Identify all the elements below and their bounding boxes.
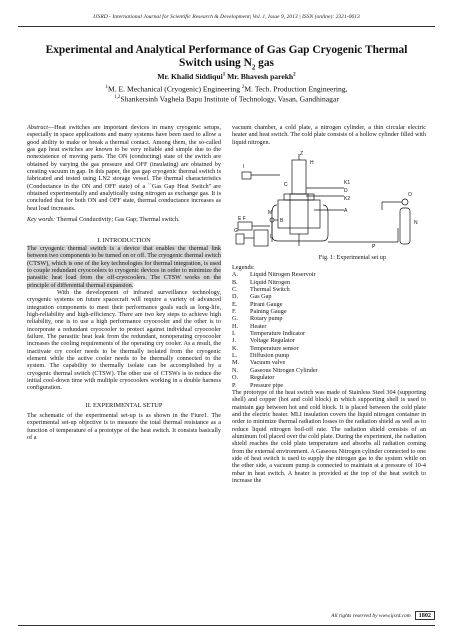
fig-label-k1: K1 <box>344 180 351 186</box>
intro-heading: I. INTRODUCTION <box>97 237 151 245</box>
legend-item <box>232 374 426 381</box>
legend-text: Liquid Nitrogen <box>250 278 291 286</box>
fig-label-i: I <box>243 164 245 170</box>
legend-item <box>232 279 426 286</box>
keywords: Key words: Thermal Conductivity; Gas Gap; Thermal switch. <box>27 216 180 224</box>
abstract: Abstract—Heat switches are important devices in many cryogenic setups, especially in space applications and many systems have been used to allow a good ability to make or break a thermal contact. Among them, the so-called gas gap heat switches are known to be very reliable and simple due to the nonexistence of moving parts. The ON (conducting) state of the switch are obtained by varying the gas pressure and OFF (insulating) are obtained by creating vacuum in gap. In this paper, the gas gap cryogenic thermal switch is fabricated and tested using LN2 storage vessel. The thermal characteristics (Conductance in the ON and OFF state) of a ``Gas Gap Heat Switch'' are obtained experimentally and analytically using nitrogen as exchange gas. It is concluded that for both ON and OFF state, thermal conductance increases as heat load increases. <box>27 124 221 212</box>
legend-key: A. <box>232 271 239 279</box>
legend-text: Voltage Regulator <box>250 337 295 345</box>
setup-paragraph-2: The prototype of the heat switch was made of Stainless Steel 304 (supporting shell) and copper (hot and cold block) in which supporting shell is used to maintain gap between hot and cold block. It is placed between the cold plate and the electric heater. MLI insulation covers the liquid nitrogen container in order to minimize thermal radiation losses to the radiation shield as well as to reduce liquid nitrogen boil-off rate. The radiation shield consists of an aluminum foil placed over the cold plate. During the experiment, the radiation shield reaches the cold plate temperature and absorbs all radiation coming from the external environment. A Gaseous Nitrogen cylinder connected to one side of heat switch is used to supply the nitrogen gas to the system while on the other side, a vacuum pump is connected to maintain at a pressure of 10-4 mbar in heat switch. A heater is provided at the top of the heat switch to increase the <box>232 388 426 484</box>
fig-label-l: L <box>270 234 273 240</box>
legend-item <box>232 323 426 330</box>
legend-text: Pressure pipe <box>250 381 284 389</box>
legend-key: N. <box>232 366 239 374</box>
legend-key: B. <box>232 278 238 286</box>
legend-text: Regulator <box>250 374 275 382</box>
fig-label-n: N <box>414 220 418 226</box>
setup-heading: II. EXPERIMENTAL SETUP <box>85 401 163 409</box>
setup-paragraph-cont: vacuum chamber, a cold plate, a nitrogen cylinder, a thin circular electric heater and heat switch. The cold plate consists of a hollow cylinder filled with liquid nitrogen. <box>232 124 426 146</box>
fig-label-ef: E F <box>238 216 246 222</box>
legend-text: Thermal Switch <box>250 286 290 294</box>
legend-key: I. <box>232 330 236 338</box>
legend-item <box>232 367 426 374</box>
affiliation-2: $^{1,2}$Shankersinh Vaghela Bapu Institute of Technology, Vasan, Gandhinagar <box>114 94 339 104</box>
legend-key: P. <box>232 381 237 389</box>
header-rule <box>18 26 435 27</box>
legend-key: F. <box>232 308 237 316</box>
temperature-indicator-box <box>242 172 251 179</box>
legend-item <box>232 382 426 389</box>
legend-key: G. <box>232 315 239 323</box>
legend-text: Temperature sensor <box>250 344 299 352</box>
page-footer: All rights reserved by www.ijsrd.com 1802 <box>232 612 435 619</box>
legends-label: Legends: <box>232 264 255 271</box>
fig-label-a: A <box>344 208 348 214</box>
legend-key: D. <box>232 293 239 301</box>
fig-label-c: C <box>284 182 288 188</box>
legend-item <box>232 308 426 315</box>
fig-label-d: D <box>344 188 348 194</box>
paper-title: Experimental and Analytical Performance of Gas Gap Cryogenic Thermal Switch using $N_2$ gas <box>45 44 408 72</box>
legend-text: Rotary pump <box>250 315 283 323</box>
legend-item <box>232 337 426 344</box>
legend-key: H. <box>232 322 239 330</box>
legend-key: E. <box>232 300 238 308</box>
legend-item <box>232 345 426 352</box>
legend-item <box>232 330 426 337</box>
legend-text: Gas Gap <box>250 293 272 301</box>
fig-label-k2: K2 <box>344 196 351 202</box>
setup-paragraph: The schematic of the experimental set-up is as shown in the Fiure1. The experimental set-up objective is to measure the total thermal resistance as a function of temperature of a prototype of the heat switch. It consists basically of a <box>27 412 221 442</box>
legend-key: K. <box>232 344 239 352</box>
experimental-setup-figure <box>232 150 426 252</box>
legend-key: L. <box>232 352 238 360</box>
legend-item <box>232 271 426 278</box>
affiliation-1: $^1$M. E. Mechanical (Cryogenic) Engineering $^2$M. Tech. Production Engineering, <box>105 84 348 94</box>
legend-text: Liquid Nitrogen Reservoir <box>250 271 316 279</box>
legend-item <box>232 359 426 366</box>
figure-caption: Fig. 1: Experimental set up <box>318 254 386 261</box>
intro-paragraph-2: With the development of infrared surveillance technology, cryogenic systems on future spacecraft will require a variety of advanced integration components to meet their performance goals such as long-life, high-reliability and high-efficiency. There are two key steps to achieve high reliability, one is to use a high performance cryocooler and the other is to incorporate a redundant cryocooler to protect against individual cryocooler failure. The parasitic heat leak from the redundant, nonoperating cryocooler increases the cooling requirements of the operating cry cooler. As a result, the inactivate cry cooler needs to be thermally isolated from the cryogenic element while the active cooler needs to be thermally connected to the system. The capability to thermally isolate can be accomplished by a cryogenic thermal switch (CTSW). The other use of CTSWs is to reduce the initial cool-down time with multiple cryocoolers working in a double harness configuration. <box>27 288 221 392</box>
legend-item <box>232 315 426 322</box>
legend-key: J. <box>232 337 236 345</box>
legend-key: M. <box>232 359 240 367</box>
legend-list <box>232 271 426 389</box>
fig-label-p: P <box>372 244 376 250</box>
legend-item <box>232 352 426 359</box>
page-number: 1802 <box>415 611 435 620</box>
left-column <box>27 124 221 441</box>
legend-text: Pirani Gauge <box>250 300 283 308</box>
fig-label-o: O <box>408 192 412 198</box>
legend-key: C. <box>232 286 238 294</box>
reservoir-outline <box>278 200 320 228</box>
legend-item <box>232 301 426 308</box>
journal-header: IJSRD - International Journal for Scientific Research & Development| Vol. 1, Issue 9, 2013 | ISSN (online): 2321-0613 <box>93 14 360 20</box>
legend-text: Heater <box>250 322 267 330</box>
legend-key: O. <box>232 374 239 382</box>
legend-text: Vacuum valve <box>250 359 286 367</box>
legend-item <box>232 286 426 293</box>
footer-rule <box>18 625 435 626</box>
legend-item <box>232 293 426 300</box>
fig-label-g: G <box>234 228 238 234</box>
legends-block <box>232 264 426 484</box>
legend-text: Paining Gauge <box>250 308 287 316</box>
legend-text: Diffusion pump <box>250 352 290 360</box>
paper-authors: Mr. Khalid Siddiqui$^1$ Mr. Bhavesh parekh$^2$ <box>157 72 296 81</box>
right-column <box>232 124 426 146</box>
legend-text: Gaseous Nitrogen Cylinder <box>250 366 318 374</box>
fig-label-z: Z <box>300 151 304 157</box>
intro-paragraph-1: The cryogenic thermal switch is a device that enables the thermal link between two components to be turned on or off. The cryogenic thermal switch (CTSW), which is one of the key technologies for thermal integration, is used to couple redundant cryocoolers to cryogenic devices in order to minimize the parasitic heat load from the off-cryocoolers. The CTSW works on the principle of differential thermal expansion. <box>27 244 221 289</box>
legend-text: Temperature Indicator <box>250 330 306 338</box>
fig-label-m: M <box>268 210 273 216</box>
fig-label-b: B <box>280 218 284 224</box>
fig-label-h: H <box>310 160 314 166</box>
